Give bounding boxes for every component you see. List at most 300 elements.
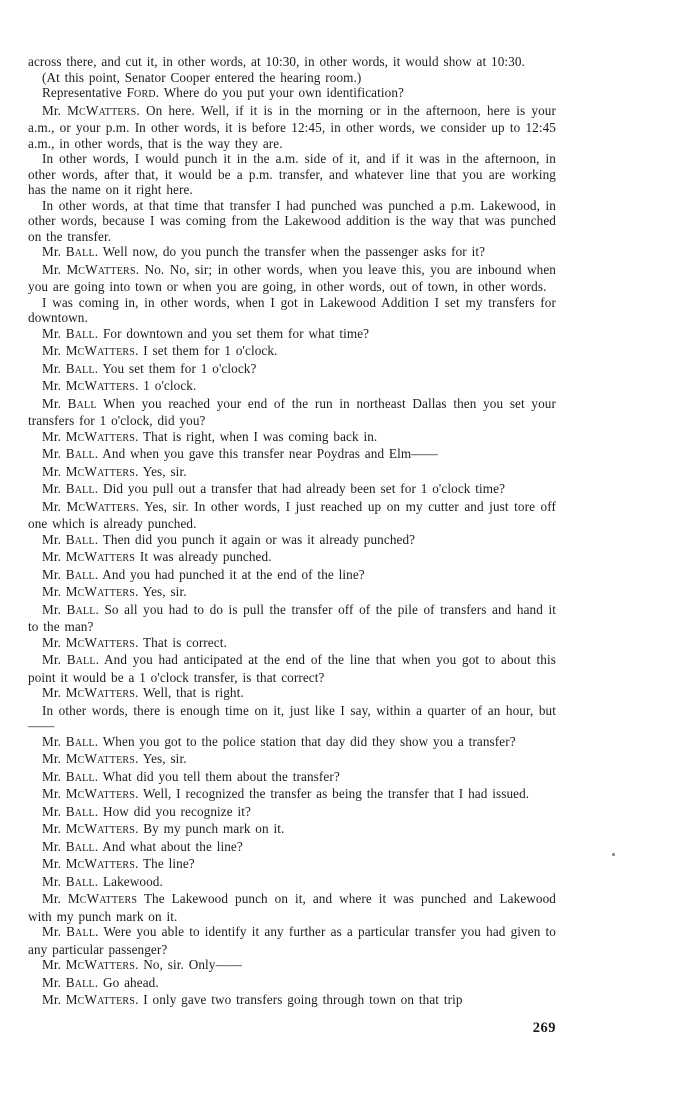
transcript-text: Mr. (42, 325, 66, 341)
transcript-text: Mr. (42, 803, 66, 819)
small-cap-letter: T (104, 265, 111, 277)
transcript-paragraph (28, 396, 556, 429)
small-cap-letter: T (111, 106, 118, 118)
transcript-text: . That is correct. (135, 634, 227, 650)
transcript-paragraph (28, 992, 556, 1010)
small-cap-letter: E (117, 106, 124, 118)
speaker-name: MCWATTERS (65, 463, 136, 479)
speaker-name: BALL (65, 838, 95, 854)
transcript-paragraph (28, 957, 556, 975)
transcript-paragraph (28, 804, 556, 822)
small-cap-letter: A (74, 450, 83, 461)
speaker-name: MCWATTERS (65, 549, 136, 564)
speaker-name: BALL (65, 768, 95, 784)
speaker-name: MCWATTERS (65, 751, 136, 766)
transcript-text: In other words, at that time that transfer I had punched was punched a p.m. Lakewood, in other words, because I was coming from the Lakewood addition is the way that was punched on the transfer. (28, 197, 556, 244)
small-cap-letter: L (90, 399, 97, 411)
small-cap-letter: A (74, 842, 83, 854)
small-cap-letter: L (88, 978, 95, 990)
transcript-text: . You set them for 1 o'clock? (94, 360, 257, 376)
speaker-name: MCWATTERS (65, 957, 136, 972)
small-cap-letter: T (103, 961, 110, 972)
small-cap-letter: L (88, 364, 95, 376)
speaker-name: BALL (65, 733, 95, 749)
transcript-text: Mr. (42, 634, 66, 650)
small-cap-letter: T (103, 588, 110, 599)
small-cap-letter: C (77, 588, 85, 599)
transcript-text: The Lakewood punch on it, and where it was punched and Lakewood with my punch mark on it. (28, 891, 556, 924)
transcript-text: . And you had punched it at the end of the line? (94, 566, 365, 582)
small-cap-letter: R (122, 790, 130, 801)
small-cap-letter: A (75, 656, 84, 667)
speaker-name: MCWATTERS (67, 102, 137, 118)
transcript-text: Mr. (42, 261, 67, 277)
small-cap-letter: E (116, 860, 123, 871)
speaker-name: MCWATTERS (66, 498, 136, 514)
transcript-text: . Where do you put your own identification? (155, 85, 405, 100)
transcript-text: Mr. (42, 463, 66, 479)
speaker-name: BALL (65, 531, 95, 547)
transcript-paragraph (28, 54, 556, 70)
small-cap-letter: S (129, 825, 136, 836)
small-cap-letter: T (103, 467, 110, 479)
transcript-text: Mr. (42, 974, 66, 990)
small-cap-letter: L (82, 535, 89, 547)
transcript-text: across there, and cut it, in other words, at 10:30, in other words, it would show at 10:30. (28, 54, 525, 69)
small-cap-letter: O (134, 89, 142, 100)
transcript-text: Mr. (42, 395, 68, 411)
speaker-name: BALL (67, 395, 97, 411)
small-cap-letter: R (122, 347, 130, 358)
small-cap-letter: C (77, 961, 85, 972)
small-cap-letter: C (78, 265, 86, 277)
small-cap-letter: L (82, 329, 89, 341)
transcript-text: Mr. (42, 821, 66, 836)
speaker-name: MCWATTERS (65, 786, 136, 801)
transcript-text: . The line? (135, 856, 195, 871)
small-cap-letter: S (129, 996, 136, 1007)
small-cap-letter: T (109, 790, 117, 801)
small-cap-letter: T (103, 347, 110, 358)
small-cap-letter: A (97, 588, 104, 599)
transcript-paragraph (28, 499, 556, 532)
small-cap-letter: S (129, 689, 136, 700)
small-cap-letter: L (88, 807, 95, 819)
small-cap-letter: T (103, 553, 110, 564)
transcript-text: Mr. (42, 244, 66, 259)
small-cap-letter: L (82, 877, 89, 889)
transcript-text: Mr. (42, 549, 66, 564)
small-cap-letter: C (77, 755, 85, 766)
transcript-paragraph (28, 295, 556, 326)
small-cap-letter: C (77, 638, 85, 650)
transcript-text: Mr. (42, 343, 66, 358)
small-cap-letter: A (97, 825, 104, 836)
transcript-text: . Did you pull out a transfer that had already been set for 1 o'clock time? (94, 481, 506, 496)
transcript-text: . Were you able to identify it any further as a particular transfer you had given to any particular passenger? (28, 924, 556, 957)
small-cap-letter: S (129, 790, 136, 801)
small-cap-letter: E (116, 825, 123, 836)
small-cap-letter: L (82, 737, 89, 749)
small-cap-letter: A (74, 535, 83, 547)
small-cap-letter: L (88, 928, 96, 939)
small-cap-letter: L (88, 248, 95, 259)
speaker-name: MCWATTERS (65, 378, 136, 393)
small-cap-letter: R (122, 755, 130, 766)
speaker-name: BALL (65, 566, 95, 582)
transcript-paragraph (28, 481, 556, 499)
transcript-paragraph (28, 821, 556, 839)
speaker-name: BALL (65, 481, 95, 496)
small-cap-letter: A (97, 382, 104, 393)
small-cap-letter: L (82, 364, 89, 376)
transcript-text: . No. No, sir; in other words, when you leave this, you are inbound when you are going into town or when you are going, in other words, out of town, in other words. (28, 261, 556, 294)
transcript-paragraph (28, 584, 556, 602)
transcript-text: Mr. (42, 584, 66, 599)
transcript-text: I was coming in, in other words, when I got in Lakewood Addition I set my transfers for downtown. (28, 294, 556, 325)
transcript-text: Mr. (42, 481, 66, 496)
small-cap-letter: A (74, 485, 83, 496)
small-cap-letter: C (77, 347, 85, 358)
transcript-text: Mr. (42, 360, 66, 376)
transcript-text: . And when you gave this transfer near Poydras and Elm—— (94, 446, 438, 461)
small-cap-letter: T (103, 790, 110, 801)
small-cap-letter: T (111, 895, 119, 906)
small-cap-letter: S (129, 432, 136, 444)
transcript-text: In other words, there is enough time on it, just like I say, within a quarter of an hour, but—— (28, 702, 556, 733)
small-cap-letter: L (82, 807, 89, 819)
small-cap-letter: L (82, 928, 89, 939)
small-cap-letter: T (105, 895, 112, 906)
transcript-paragraph (28, 685, 556, 703)
transcript-paragraph (28, 734, 556, 752)
small-cap-letter: S (129, 467, 136, 479)
transcript-text: . Yes, sir. In other words, I just reached up on my cutter and just tore off one which is already punched. (28, 498, 556, 531)
small-cap-letter: L (82, 248, 89, 259)
transcript-text: . Yes, sir. (135, 463, 187, 479)
small-cap-letter: E (116, 996, 123, 1007)
speaker-name: MCWATTERS (67, 891, 138, 906)
small-cap-letter: T (103, 432, 110, 444)
small-cap-letter: R (122, 382, 130, 393)
transcript-text: Mr. (42, 786, 66, 801)
transcript-text: . On here. Well, if it is in the morning or in the afternoon, here is your a.m., or your p.m. In other words, it is before 12:45, in other words, we consider up to 12:45 a.m., in other words, that is the way they are. (28, 102, 556, 151)
transcript-text: . Go ahead. (94, 974, 159, 990)
small-cap-letter: R (122, 961, 130, 972)
transcript-text: Mr. (42, 891, 68, 906)
small-cap-letter: C (77, 790, 85, 801)
transcript-text: . Yes, sir. (135, 584, 187, 599)
small-cap-letter: S (130, 106, 137, 118)
small-cap-letter: E (116, 432, 123, 444)
speaker-name: MCWATTERS (65, 428, 136, 444)
transcript-paragraph (28, 262, 556, 295)
small-cap-letter: E (116, 265, 124, 277)
small-cap-letter: E (116, 382, 123, 393)
transcript-text: Representative (42, 85, 127, 100)
small-cap-letter: T (109, 860, 117, 871)
small-cap-letter: S (129, 553, 136, 564)
transcript-text: . How did you recognize it? (94, 803, 251, 819)
transcript-text: . I set them for 1 o'clock. (135, 343, 278, 358)
small-cap-letter: T (103, 382, 110, 393)
transcript-text: . And what about the line? (94, 838, 243, 854)
small-cap-letter: T (109, 961, 117, 972)
transcript-paragraph (28, 326, 556, 344)
small-cap-letter: A (74, 877, 83, 889)
transcript-text: . No, sir. Only—— (135, 957, 243, 972)
small-cap-letter: L (89, 656, 96, 667)
transcript-text: . And you had anticipated at the end of the line that when you got to about this point it would be a 1 o'clock transfer, is that correct? (28, 652, 556, 685)
transcript-text: . By my punch mark on it. (135, 821, 285, 836)
small-cap-letter: L (89, 605, 96, 617)
small-cap-letter: L (88, 737, 95, 749)
small-cap-letter: E (118, 895, 125, 906)
speaker-name: MCWATTERS (65, 992, 136, 1007)
transcript-paragraph (28, 446, 556, 464)
transcript-text: . So all you had to do is pull the transfer off of the pile of transfers and hand it to the man? (28, 601, 556, 634)
small-cap-letter: C (79, 895, 87, 906)
transcript-paragraph (28, 361, 556, 379)
small-cap-letter: C (78, 502, 86, 514)
transcript-text: Mr. (42, 685, 66, 700)
small-cap-letter: R (141, 89, 149, 100)
small-cap-letter: L (88, 485, 95, 496)
transcript-paragraph (28, 198, 556, 245)
transcript-paragraph (28, 786, 556, 804)
small-cap-letter: T (103, 689, 110, 700)
small-cap-letter: L (82, 978, 89, 990)
transcript-text: . Then did you punch it again or was it already punched? (94, 531, 416, 547)
speaker-name: BALL (66, 924, 96, 939)
small-cap-letter: D (148, 89, 156, 100)
small-cap-letter: A (74, 570, 83, 582)
speaker-name: MCWATTERS (65, 856, 136, 871)
transcript-text: . That is right, when I was coming back in. (135, 428, 378, 444)
small-cap-letter: A (97, 265, 105, 277)
small-cap-letter: A (98, 106, 105, 118)
speaker-name: BALL (65, 446, 95, 461)
small-cap-letter: L (82, 842, 89, 854)
small-cap-letter: T (109, 638, 117, 650)
transcript-text: . Lakewood. (94, 873, 163, 889)
small-cap-letter: C (77, 432, 85, 444)
small-cap-letter: S (129, 755, 136, 766)
small-cap-letter: S (129, 588, 136, 599)
transcript-paragraph (28, 856, 556, 874)
small-cap-letter: T (104, 106, 112, 118)
small-cap-letter: R (122, 996, 130, 1007)
transcript-text: Mr. (42, 428, 66, 444)
small-cap-letter: A (97, 467, 104, 479)
transcript-text: Mr. (42, 102, 68, 118)
small-cap-letter: A (97, 347, 104, 358)
transcript-text: (At this point, Senator Cooper entered the hearing room.) (42, 69, 362, 85)
transcript-text: Mr. (42, 378, 66, 393)
small-cap-letter: E (116, 755, 123, 766)
small-cap-letter: L (88, 450, 95, 461)
small-cap-letter: T (103, 638, 110, 650)
small-cap-letter: A (74, 978, 83, 990)
transcript-text: . Well now, do you punch the transfer when the passenger asks for it? (94, 244, 486, 259)
small-cap-letter: T (103, 996, 110, 1007)
transcript-paragraph (28, 429, 556, 447)
transcript-text: Mr. (42, 924, 67, 939)
transcript-text: Mr. (42, 733, 66, 749)
small-cap-letter: A (97, 860, 104, 871)
small-cap-letter: T (109, 825, 117, 836)
small-cap-letter: T (109, 755, 117, 766)
small-cap-letter: T (109, 382, 117, 393)
transcript-text: . 1 o'clock. (135, 378, 197, 393)
scan-artifact-speck (612, 853, 615, 856)
small-cap-letter: E (116, 961, 123, 972)
transcript-paragraph (28, 343, 556, 361)
transcript-text: . For downtown and you set them for what time? (94, 325, 370, 341)
transcript-text: When you reached your end of the run in northeast Dallas then you set your transfers for 1 o'clock, did you? (28, 395, 556, 428)
page-number: 269 (532, 1020, 556, 1036)
small-cap-letter: R (122, 553, 130, 564)
transcript-text: It was already punched. (135, 549, 272, 564)
transcript-text: . What did you tell them about the transfer? (94, 768, 340, 784)
transcript-text: Mr. (42, 751, 66, 766)
small-cap-letter: L (84, 399, 91, 411)
small-cap-letter: T (103, 755, 110, 766)
small-cap-letter: T (109, 553, 117, 564)
transcript-text: Mr. (42, 957, 66, 972)
small-cap-letter: R (122, 432, 130, 444)
transcript-paragraph (28, 378, 556, 396)
small-cap-letter: A (99, 895, 106, 906)
transcript-paragraph (28, 464, 556, 482)
small-cap-letter: A (97, 790, 104, 801)
transcript-text: In other words, I would punch it in the a.m. side of it, and if it was in the afternoon, in other words, after that, it would be a p.m. transfer, and whatever line that you are working has the name on it right here. (28, 151, 556, 197)
small-cap-letter: T (103, 860, 110, 871)
transcript-text: Mr. (42, 768, 66, 784)
small-cap-letter: L (88, 772, 95, 784)
small-cap-letter: L (82, 450, 89, 461)
small-cap-letter: T (110, 265, 117, 277)
transcript-text: Mr. (42, 498, 67, 514)
small-cap-letter: L (82, 772, 89, 784)
small-cap-letter: T (103, 825, 110, 836)
transcript-paragraph (28, 769, 556, 787)
small-cap-letter: L (82, 570, 89, 582)
small-cap-letter: S (129, 382, 136, 393)
small-cap-letter: S (129, 961, 136, 972)
transcript-paragraph (28, 839, 556, 857)
speaker-name: BALL (65, 974, 95, 990)
small-cap-letter: T (109, 588, 117, 599)
small-cap-letter: A (74, 807, 83, 819)
small-cap-letter: S (129, 638, 136, 650)
small-cap-letter: C (77, 553, 85, 564)
transcript-text: Mr. (42, 601, 67, 617)
small-cap-letter: L (88, 842, 95, 854)
small-cap-letter: E (116, 553, 123, 564)
speaker-name: BALL (65, 803, 95, 819)
transcript-paragraph (28, 244, 556, 262)
transcript-paragraph (28, 635, 556, 653)
transcript-paragraph (28, 151, 556, 198)
transcript-paragraph (28, 549, 556, 567)
transcript-paragraph (28, 70, 556, 86)
small-cap-letter: A (97, 996, 104, 1007)
small-cap-letter: T (109, 996, 117, 1007)
small-cap-letter: S (131, 895, 138, 906)
transcript-text: . I only gave two transfers going through town on that trip (135, 992, 463, 1007)
speaker-name: MCWATTERS (65, 343, 136, 358)
small-cap-letter: R (123, 502, 130, 514)
small-cap-letter: A (97, 553, 104, 564)
small-cap-letter: C (77, 996, 85, 1007)
small-cap-letter: A (97, 755, 104, 766)
small-cap-letter: E (116, 638, 123, 650)
small-cap-letter: E (116, 588, 123, 599)
speaker-name: BALL (65, 244, 95, 259)
small-cap-letter: C (78, 106, 86, 118)
transcript-paragraph (28, 85, 556, 103)
small-cap-letter: C (77, 689, 85, 700)
transcript-paragraph (28, 751, 556, 769)
small-cap-letter: C (77, 860, 85, 871)
small-cap-letter: A (97, 961, 104, 972)
small-cap-letter: A (74, 772, 83, 784)
small-cap-letter: R (122, 638, 130, 650)
small-cap-letter: R (124, 895, 132, 906)
transcript-text: Mr. (42, 652, 67, 667)
transcript-paragraph (28, 891, 556, 924)
speaker-name: MCWATTERS (65, 584, 136, 599)
speaker-name: BALL (65, 325, 95, 341)
small-cap-letter: S (129, 502, 136, 514)
speaker-name: BALL (66, 652, 96, 667)
transcript-text: . When you got to the police station that day did they show you a transfer? (94, 733, 516, 749)
small-cap-letter: A (97, 689, 104, 700)
small-cap-letter: C (77, 825, 85, 836)
small-cap-letter: T (109, 689, 117, 700)
small-cap-letter: R (123, 106, 131, 118)
small-cap-letter: E (116, 347, 123, 358)
transcript-paragraph (28, 602, 556, 635)
small-cap-letter: S (129, 347, 136, 358)
transcript-paragraph (28, 703, 556, 734)
transcript-paragraph (28, 567, 556, 585)
transcript-paragraph (28, 103, 556, 152)
transcript-text: Mr. (42, 566, 66, 582)
speaker-name: MCWATTERS (65, 634, 136, 650)
transcript-text: Mr. (42, 838, 66, 854)
small-cap-letter: A (74, 737, 83, 749)
small-cap-letter: T (110, 502, 117, 514)
small-cap-letter: L (88, 329, 95, 341)
transcript-paragraph (28, 975, 556, 993)
small-cap-letter: R (122, 825, 130, 836)
transcript-paragraph (28, 874, 556, 892)
small-cap-letter: T (104, 502, 111, 514)
small-cap-letter: E (116, 790, 123, 801)
small-cap-letter: C (77, 382, 85, 393)
small-cap-letter: R (122, 689, 130, 700)
small-cap-letter: S (129, 265, 136, 277)
small-cap-letter: A (97, 432, 104, 444)
transcript-text: . Well, that is right. (135, 685, 244, 700)
small-cap-letter: C (77, 467, 85, 479)
small-cap-letter: L (83, 656, 90, 667)
small-cap-letter: R (122, 588, 130, 599)
transcript-paragraph (28, 532, 556, 550)
small-cap-letter: T (109, 347, 117, 358)
